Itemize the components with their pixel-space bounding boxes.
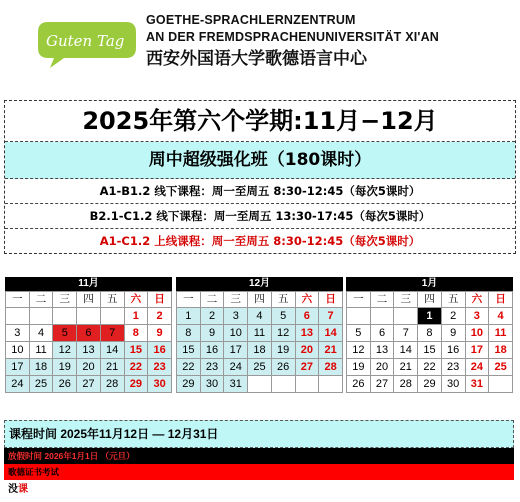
day-cell: 3 [6, 325, 30, 342]
day-cell: 28 [100, 376, 124, 393]
day-cell: 22 [177, 359, 201, 376]
schedule-subtitle: 周中超级强化班（180课时） [5, 142, 515, 179]
weekday-label: 五 [441, 292, 465, 308]
day-cell: 23 [148, 359, 172, 376]
course-line-3: A1-C1.2 上线课程：周一至周五 8:30-12:45（每次5课时） [99, 234, 421, 248]
day-cell: 13 [77, 342, 101, 359]
day-cell: 20 [295, 342, 319, 359]
weekday-label: 三 [394, 292, 418, 308]
day-cell: 7 [394, 325, 418, 342]
day-cell: 6 [370, 325, 394, 342]
day-cell: 10 [224, 325, 248, 342]
day-cell: 11 [29, 342, 53, 359]
day-cell: 23 [200, 359, 224, 376]
logo-text: Guten Tag [46, 32, 125, 50]
day-cell: 5 [53, 325, 77, 342]
header [0, 0, 520, 90]
day-cell: 31 [224, 376, 248, 393]
day-cell: 18 [248, 342, 272, 359]
course-line-1: A1-B1.2 线下课程：周一至周五 8:30-12:45（每次5课时） [5, 179, 515, 204]
day-cell: 30 [200, 376, 224, 393]
day-cell: 20 [77, 359, 101, 376]
day-cell: 22 [124, 359, 148, 376]
day-cell: 9 [148, 325, 172, 342]
day-cell [29, 308, 53, 325]
day-cell: 9 [200, 325, 224, 342]
weekday-label: 日 [489, 292, 513, 308]
day-cell: 26 [271, 359, 295, 376]
day-cell: 25 [248, 359, 272, 376]
exam-row: 歌德证书考试 [4, 464, 514, 480]
footer [4, 420, 514, 500]
day-cell: 29 [124, 376, 148, 393]
day-cell [77, 308, 101, 325]
day-cell: 1 [124, 308, 148, 325]
weekday-label: 四 [418, 292, 442, 308]
month-name: 1月 [346, 277, 513, 291]
day-cell: 25 [29, 376, 53, 393]
day-cell: 16 [200, 342, 224, 359]
day-cell: 27 [295, 359, 319, 376]
day-cell: 3 [465, 308, 489, 325]
day-cell: 19 [347, 359, 371, 376]
day-cell: 4 [248, 308, 272, 325]
day-cell: 3 [224, 308, 248, 325]
weekday-label: 五 [100, 292, 124, 308]
day-cell: 14 [319, 325, 343, 342]
day-cell: 1 [177, 308, 201, 325]
day-cell: 21 [100, 359, 124, 376]
day-cell: 19 [53, 359, 77, 376]
day-cell: 10 [465, 325, 489, 342]
day-cell: 22 [418, 359, 442, 376]
no-class-label-b: 课 [18, 484, 28, 495]
weekday-label: 三 [224, 292, 248, 308]
day-cell: 2 [441, 308, 465, 325]
schedule-box [4, 100, 516, 254]
day-cell [489, 376, 513, 393]
no-class-row [4, 480, 514, 500]
day-cell: 18 [29, 359, 53, 376]
day-cell: 21 [319, 342, 343, 359]
day-cell: 26 [53, 376, 77, 393]
weekday-label: 五 [271, 292, 295, 308]
day-cell: 27 [77, 376, 101, 393]
day-cell: 29 [418, 376, 442, 393]
day-cell: 7 [100, 325, 124, 342]
day-cell: 5 [271, 308, 295, 325]
weekday-label: 六 [124, 292, 148, 308]
day-cell: 21 [394, 359, 418, 376]
day-cell [319, 376, 343, 393]
day-cell: 25 [489, 359, 513, 376]
no-class-label-a: 没 [8, 484, 18, 495]
day-cell: 12 [53, 342, 77, 359]
day-cell: 31 [465, 376, 489, 393]
day-cell: 30 [441, 376, 465, 393]
day-cell: 15 [418, 342, 442, 359]
day-cell: 18 [489, 342, 513, 359]
day-cell [100, 308, 124, 325]
day-cell: 30 [148, 376, 172, 393]
day-cell: 9 [441, 325, 465, 342]
day-cell [394, 308, 418, 325]
course-time: 课程时间 2025年11月12日 — 12月31日 [4, 420, 514, 448]
day-cell: 4 [489, 308, 513, 325]
day-cell: 16 [148, 342, 172, 359]
day-cell [53, 308, 77, 325]
weekday-label: 日 [148, 292, 172, 308]
calendar-december [176, 277, 343, 393]
day-cell: 1 [418, 308, 442, 325]
day-cell: 27 [370, 376, 394, 393]
day-cell: 11 [489, 325, 513, 342]
weekday-label: 一 [6, 292, 30, 308]
day-cell: 5 [347, 325, 371, 342]
day-cell: 28 [394, 376, 418, 393]
day-cell [271, 376, 295, 393]
weekday-label: 六 [295, 292, 319, 308]
day-cell [370, 308, 394, 325]
weekday-label: 二 [370, 292, 394, 308]
day-cell [347, 308, 371, 325]
schedule-title: 2025年第六个学期:11月−12月 [5, 101, 515, 142]
day-cell: 10 [6, 342, 30, 359]
day-cell: 15 [124, 342, 148, 359]
day-cell: 17 [465, 342, 489, 359]
course-line-2: B2.1-C1.2 线下课程：周一至周五 13:30-17:45（每次5课时） [5, 204, 515, 229]
day-cell: 13 [295, 325, 319, 342]
holiday-row: 放假时间 2026年1月1日 （元旦） [4, 448, 514, 464]
day-cell: 13 [370, 342, 394, 359]
day-cell: 24 [465, 359, 489, 376]
day-cell [248, 376, 272, 393]
day-cell: 6 [77, 325, 101, 342]
day-cell: 24 [6, 376, 30, 393]
day-cell: 2 [200, 308, 224, 325]
org-line1: GOETHE-SPRACHLERNZENTRUM [146, 13, 356, 27]
day-cell: 23 [441, 359, 465, 376]
month-name: 11月 [5, 277, 172, 291]
weekday-label: 三 [53, 292, 77, 308]
day-cell: 6 [295, 308, 319, 325]
weekday-label: 二 [29, 292, 53, 308]
day-cell [6, 308, 30, 325]
day-cell: 12 [347, 342, 371, 359]
weekday-label: 一 [177, 292, 201, 308]
day-cell: 19 [271, 342, 295, 359]
day-cell: 8 [177, 325, 201, 342]
day-cell: 14 [394, 342, 418, 359]
day-cell: 8 [418, 325, 442, 342]
day-cell: 29 [177, 376, 201, 393]
day-cell [295, 376, 319, 393]
weekday-label: 日 [319, 292, 343, 308]
day-cell: 26 [347, 376, 371, 393]
day-cell: 20 [370, 359, 394, 376]
day-cell: 2 [148, 308, 172, 325]
day-cell: 17 [6, 359, 30, 376]
calendar-november [5, 277, 172, 393]
day-cell: 12 [271, 325, 295, 342]
guten-tag-logo [36, 18, 138, 70]
weekday-label: 四 [77, 292, 101, 308]
day-cell: 28 [319, 359, 343, 376]
day-cell: 14 [100, 342, 124, 359]
day-cell: 16 [441, 342, 465, 359]
org-name [146, 12, 439, 71]
day-cell: 24 [224, 359, 248, 376]
day-cell: 15 [177, 342, 201, 359]
org-line3: 西安外国语大学歌德语言中心 [146, 49, 367, 68]
weekday-label: 二 [200, 292, 224, 308]
weekday-label: 六 [465, 292, 489, 308]
weekday-label: 四 [248, 292, 272, 308]
day-cell: 7 [319, 308, 343, 325]
weekday-label: 一 [347, 292, 371, 308]
day-cell: 11 [248, 325, 272, 342]
day-cell: 4 [29, 325, 53, 342]
month-name: 12月 [176, 277, 343, 291]
day-cell: 17 [224, 342, 248, 359]
org-line2: AN DER FREMDSPRACHENUNIVERSITÄT XI'AN [146, 30, 440, 44]
calendar-january [346, 277, 513, 393]
day-cell: 8 [124, 325, 148, 342]
